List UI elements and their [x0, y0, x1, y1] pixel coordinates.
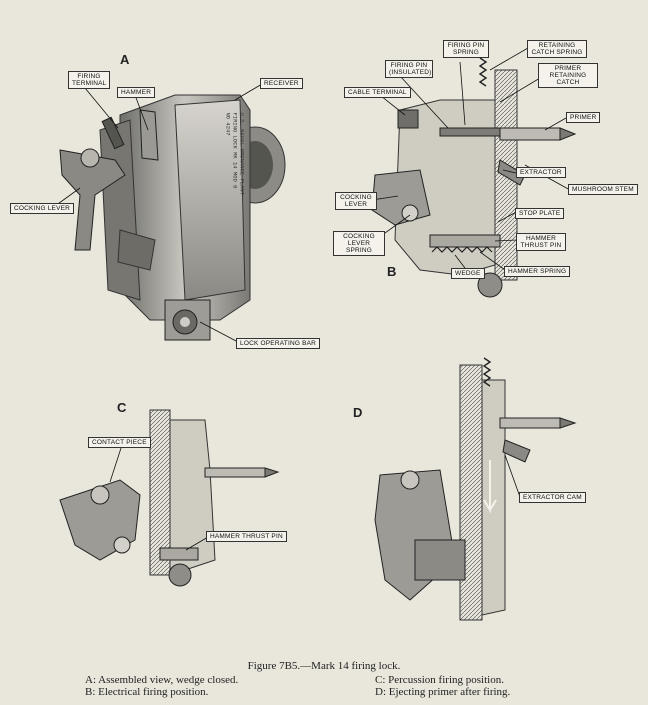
figure-title: Figure 7B5.—Mark 14 firing lock. — [247, 660, 401, 672]
label-firing-terminal: FIRING TERMINAL — [68, 71, 110, 89]
label-hammer: HAMMER — [117, 87, 155, 98]
label-extractor-cam: EXTRACTOR CAM — [519, 492, 586, 503]
label-stop-plate: STOP PLATE — [515, 208, 564, 219]
nameplate-text — [186, 113, 246, 208]
label-cocking-lever-spring: COCKING LEVER SPRING — [333, 231, 385, 256]
label-primer-retaining-catch: PRIMER RETAINING CATCH — [538, 63, 598, 88]
label-primer: PRIMER — [566, 112, 600, 123]
label-extractor: EXTRACTOR — [516, 167, 566, 178]
label-hammer-thrust-pin-b: HAMMER THRUST PIN — [516, 233, 566, 251]
label-hammer-thrust-pin-c: HAMMER THRUST PIN — [206, 531, 287, 542]
panel-letter-b: B — [387, 264, 397, 279]
label-cocking-lever-a: COCKING LEVER — [10, 203, 74, 214]
label-hammer-spring: HAMMER SPRING — [504, 266, 570, 277]
label-wedge: WEDGE — [451, 268, 485, 279]
label-retaining-catch-spring: RETAINING CATCH SPRING — [527, 40, 587, 58]
panel-a-drawing — [60, 95, 285, 340]
label-firing-pin-insulated: FIRING PIN (INSULATED) — [385, 60, 433, 78]
label-cocking-lever-b: COCKING LEVER — [335, 192, 377, 210]
caption-d: D: Ejecting primer after firing. — [375, 686, 511, 698]
label-receiver: RECEIVER — [260, 78, 303, 89]
caption-c: C: Percussion firing position. — [375, 674, 504, 686]
panel-letter-a: A — [120, 52, 130, 67]
label-mushroom-stem: MUSHROOM STEM — [568, 184, 638, 195]
label-lock-operating-bar: LOCK OPERATING BAR — [236, 338, 320, 349]
panel-d-drawing — [375, 358, 575, 620]
label-contact-piece: CONTACT PIECE — [88, 437, 151, 448]
nameplate-line-2: FIRING LOCK MK 14 MOD 0 — [231, 112, 239, 189]
nameplate-line-3: NO 4247 — [224, 112, 232, 136]
panel-letter-d: D — [353, 405, 363, 420]
label-cable-terminal: CABLE TERMINAL — [344, 87, 411, 98]
label-firing-pin-spring: FIRING PIN SPRING — [443, 40, 489, 58]
caption-b: B: Electrical firing position. — [85, 686, 209, 698]
nameplate-line-1: U.S. NAVAL ORDNANCE PLANT — [238, 112, 246, 196]
caption-a: A: Assembled view, wedge closed. — [85, 674, 239, 686]
panel-letter-c: C — [117, 400, 127, 415]
